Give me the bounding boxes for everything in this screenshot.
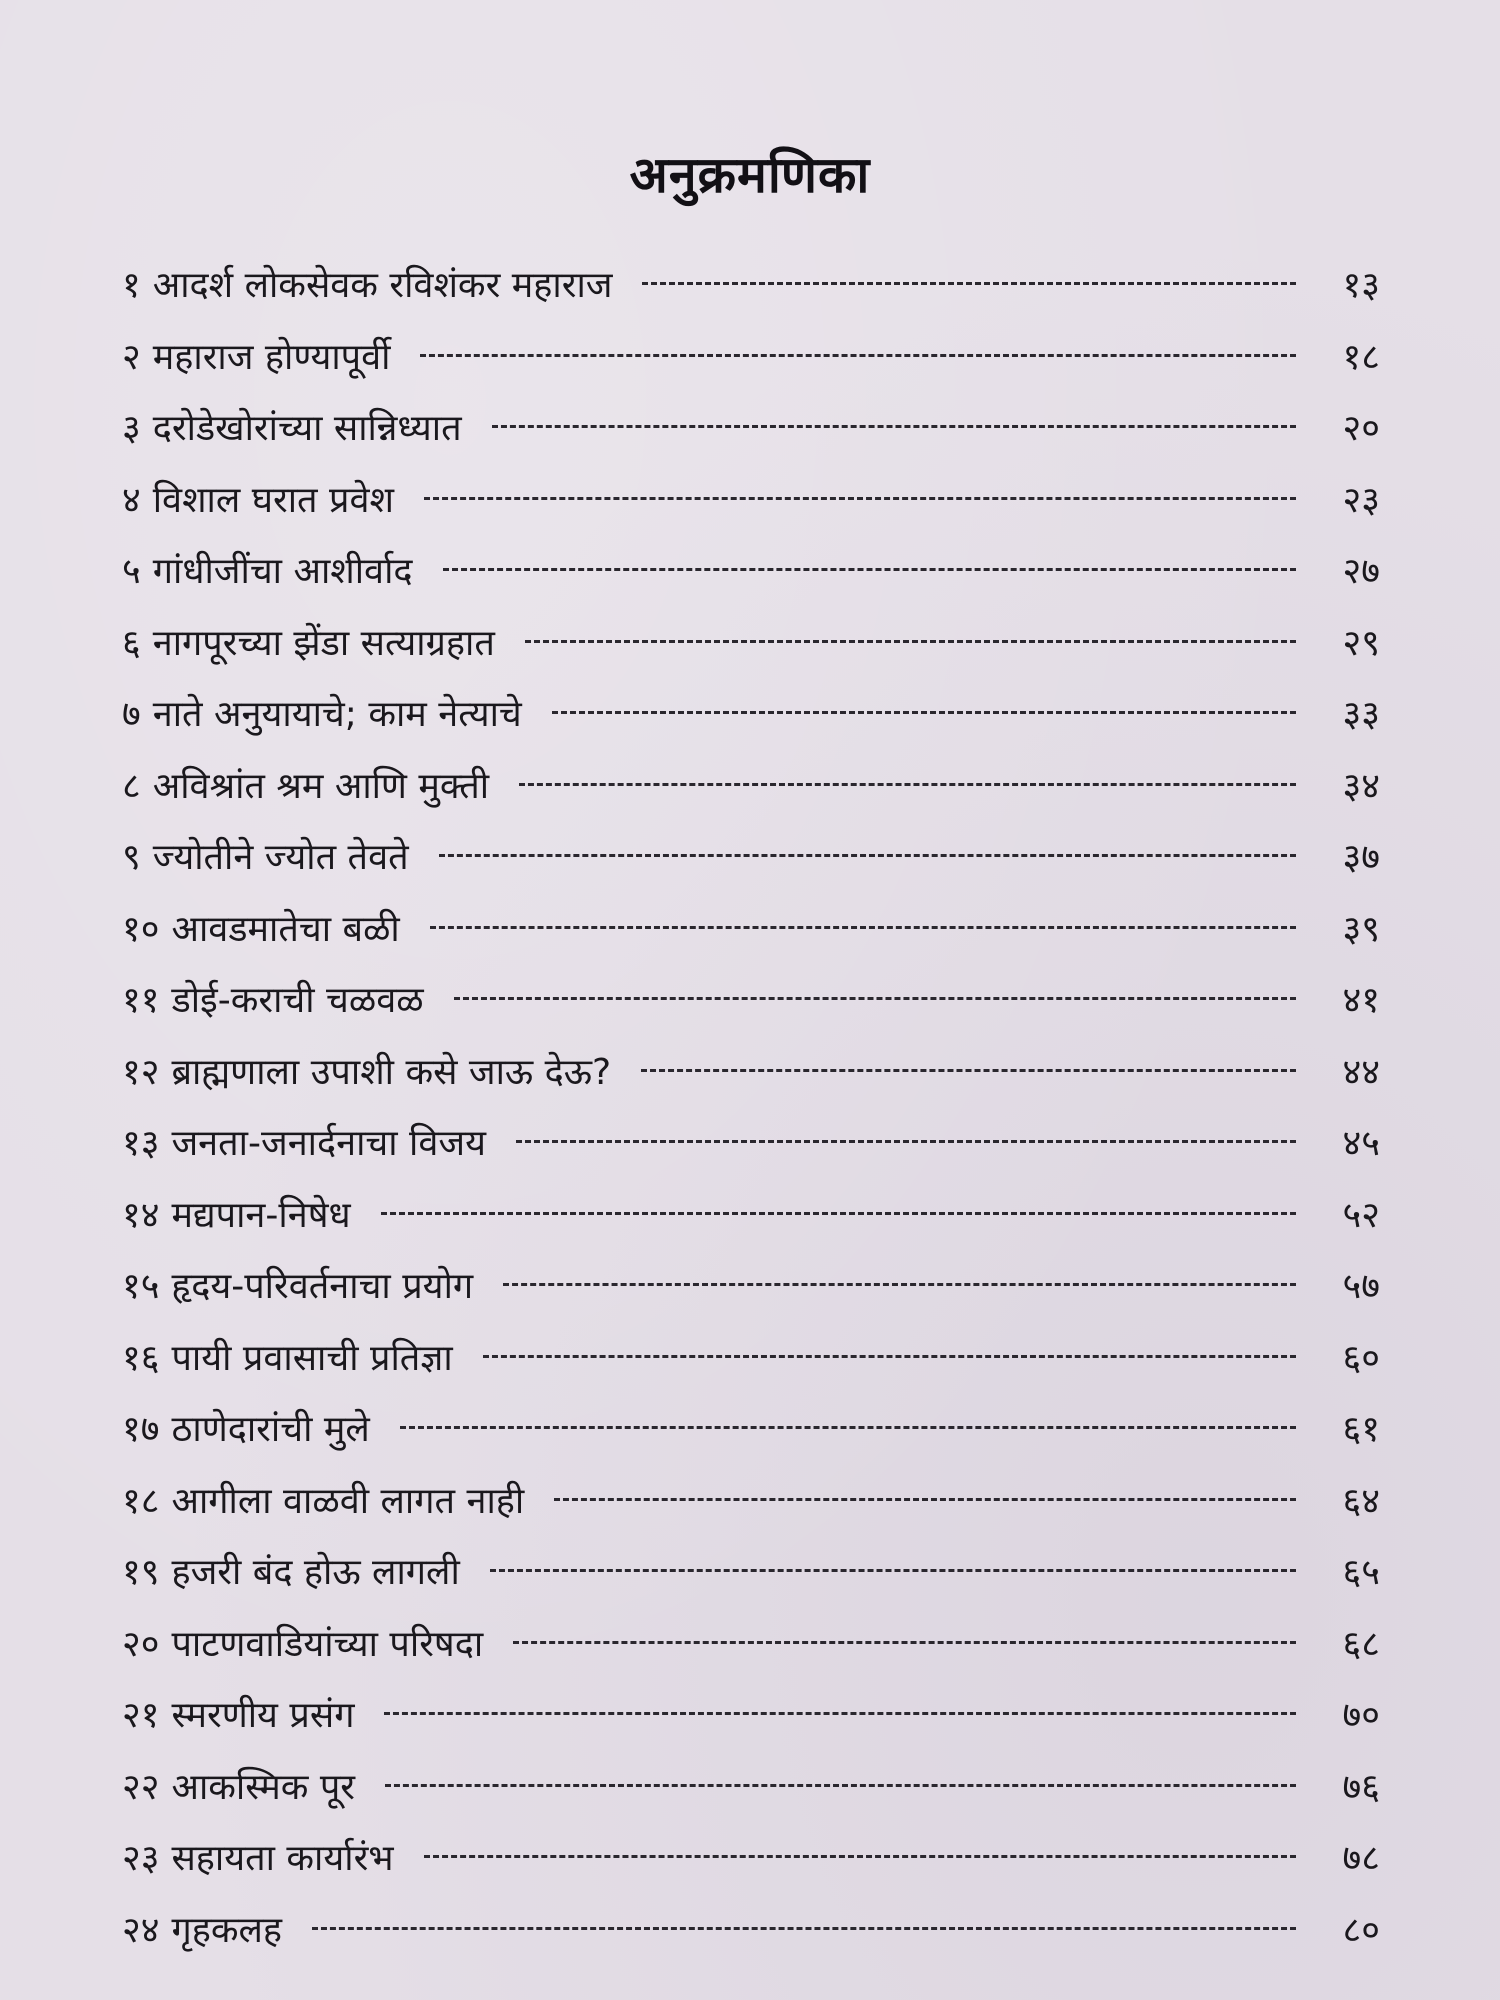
chapter-number: ६ xyxy=(122,622,141,664)
toc-entry xyxy=(122,1108,1380,1180)
page-number: ३७ xyxy=(1342,837,1380,878)
chapter-title: पायी प्रवासाची प्रतिज्ञा xyxy=(171,1337,453,1379)
chapter-number: २१ xyxy=(122,1695,160,1736)
toc-entry xyxy=(122,1609,1380,1681)
chapter-title: ब्राह्मणाला उपाशी कसे जाऊ देऊ? xyxy=(171,1051,612,1093)
chapter-title: नाते अनुयायाचे; काम नेत्याचे xyxy=(152,694,522,735)
chapter-number: १७ xyxy=(122,1409,160,1450)
table-of-contents xyxy=(122,250,1380,1966)
dash-leader xyxy=(490,1569,1296,1572)
dash-leader xyxy=(552,711,1296,714)
dash-leader xyxy=(525,640,1296,643)
page-number: ४४ xyxy=(1342,1051,1380,1093)
toc-entry xyxy=(122,822,1380,894)
chapter-title: पाटणवाडियांच्या परिषदा xyxy=(171,1623,484,1665)
dash-leader xyxy=(503,1283,1296,1286)
chapter-number: १० xyxy=(122,908,160,950)
dash-leader xyxy=(312,1927,1296,1930)
chapter-number: ९ xyxy=(122,837,141,878)
page-number: २३ xyxy=(1342,479,1380,521)
page-number: ३३ xyxy=(1342,694,1380,735)
page-number: २७ xyxy=(1342,551,1380,592)
page-number: ६४ xyxy=(1342,1480,1380,1522)
chapter-number: ११ xyxy=(122,980,160,1021)
chapter-title: हजरी बंद होऊ लागली xyxy=(171,1552,460,1593)
toc-entry xyxy=(122,679,1380,751)
toc-entry xyxy=(122,965,1380,1037)
page-number: ४१ xyxy=(1342,980,1380,1021)
chapter-title: अविश्रांत श्रम आणि मुक्ती xyxy=(152,765,490,807)
chapter-number: १ xyxy=(122,265,141,306)
dash-leader xyxy=(519,783,1296,786)
chapter-title: ठाणेदारांची मुले xyxy=(171,1409,370,1450)
page-number: ६५ xyxy=(1342,1552,1380,1593)
chapter-number: २० xyxy=(122,1623,160,1665)
chapter-number: २२ xyxy=(122,1766,160,1808)
chapter-title: आगीला वाळवी लागत नाही xyxy=(171,1480,525,1522)
page-number: ७८ xyxy=(1342,1838,1380,1879)
page-number: ३९ xyxy=(1342,908,1380,950)
page-number: ८० xyxy=(1342,1909,1380,1951)
chapter-title: स्मरणीय प्रसंग xyxy=(171,1695,355,1736)
chapter-title: विशाल घरात प्रवेश xyxy=(152,479,394,521)
page-number: ६१ xyxy=(1342,1409,1380,1450)
dash-leader xyxy=(400,1426,1296,1429)
chapter-number: २४ xyxy=(122,1909,160,1951)
dash-leader xyxy=(554,1498,1296,1501)
dash-leader xyxy=(424,497,1296,500)
chapter-title: गांधीजींचा आशीर्वाद xyxy=(152,551,413,592)
chapter-title: गृहकलह xyxy=(171,1909,283,1951)
dash-leader xyxy=(385,1784,1296,1787)
toc-entry xyxy=(122,1823,1380,1895)
page-number: १८ xyxy=(1342,336,1380,378)
toc-entry xyxy=(122,1537,1380,1609)
page-number: ७६ xyxy=(1342,1766,1380,1808)
chapter-number: १६ xyxy=(122,1337,160,1379)
chapter-number: २३ xyxy=(122,1838,160,1879)
page-number: २९ xyxy=(1342,622,1380,664)
chapter-number: १३ xyxy=(122,1123,160,1164)
toc-entry xyxy=(122,1180,1380,1252)
page-number: १३ xyxy=(1342,265,1380,306)
dash-leader xyxy=(513,1641,1296,1644)
dash-leader xyxy=(492,425,1296,428)
chapter-title: आकस्मिक पूर xyxy=(171,1766,356,1808)
dash-leader xyxy=(439,854,1296,857)
chapter-title: आदर्श लोकसेवक रविशंकर महाराज xyxy=(152,265,613,306)
dash-leader xyxy=(454,997,1296,1000)
chapter-number: १४ xyxy=(122,1194,160,1236)
chapter-title: डोई-कराची चळवळ xyxy=(171,980,424,1021)
chapter-number: १८ xyxy=(122,1480,160,1522)
page-number: ४५ xyxy=(1342,1123,1380,1164)
toc-entry xyxy=(122,1752,1380,1824)
dash-leader xyxy=(642,282,1296,285)
chapter-number: २ xyxy=(122,336,141,378)
chapter-title: ज्योतीने ज्योत तेवते xyxy=(152,837,409,878)
dash-leader xyxy=(430,926,1296,929)
toc-entry xyxy=(122,1895,1380,1967)
page-number: २० xyxy=(1342,408,1380,449)
chapter-number: १९ xyxy=(122,1552,160,1593)
dash-leader xyxy=(424,1855,1296,1858)
toc-entry xyxy=(122,894,1380,966)
page-number: ७० xyxy=(1342,1695,1380,1736)
chapter-title: नागपूरच्या झेंडा सत्याग्रहात xyxy=(152,622,495,664)
toc-entry xyxy=(122,1251,1380,1323)
dash-leader xyxy=(420,354,1296,357)
chapter-title: सहायता कार्यारंभ xyxy=(171,1838,394,1879)
toc-entry xyxy=(122,751,1380,823)
chapter-title: महाराज होण्यापूर्वी xyxy=(152,336,391,378)
chapter-number: ५ xyxy=(122,551,141,592)
dash-leader xyxy=(443,568,1296,571)
dash-leader xyxy=(381,1212,1296,1215)
toc-entry xyxy=(122,393,1380,465)
toc-entry xyxy=(122,1394,1380,1466)
dash-leader xyxy=(516,1140,1296,1143)
page-number: ५२ xyxy=(1342,1194,1380,1236)
toc-entry xyxy=(122,1037,1380,1109)
dash-leader xyxy=(483,1355,1296,1358)
chapter-number: ७ xyxy=(122,694,141,735)
chapter-number: ३ xyxy=(122,408,141,449)
chapter-title: हृदय-परिवर्तनाचा प्रयोग xyxy=(171,1266,474,1307)
chapter-title: जनता-जनार्दनाचा विजय xyxy=(171,1123,486,1164)
page-number: ६० xyxy=(1342,1337,1380,1379)
toc-entry xyxy=(122,536,1380,608)
toc-entry xyxy=(122,1466,1380,1538)
page-number: ३४ xyxy=(1342,765,1380,807)
toc-entry xyxy=(122,250,1380,322)
page-number: ५७ xyxy=(1342,1266,1380,1307)
chapter-number: ४ xyxy=(122,479,141,521)
page-number: ६८ xyxy=(1342,1623,1380,1665)
page-title: अनुक्रमणिका xyxy=(629,145,871,204)
chapter-title: आवडमातेचा बळी xyxy=(171,908,400,950)
chapter-title: मद्यपान-निषेध xyxy=(171,1194,351,1236)
dash-leader xyxy=(641,1069,1296,1072)
toc-entry xyxy=(122,1680,1380,1752)
dash-leader xyxy=(384,1712,1296,1715)
chapter-number: १५ xyxy=(122,1266,160,1307)
chapter-title: दरोडेखोरांच्या सान्निध्यात xyxy=(152,408,462,449)
chapter-number: ८ xyxy=(122,765,141,807)
toc-entry xyxy=(122,1323,1380,1395)
chapter-number: १२ xyxy=(122,1051,160,1093)
toc-entry xyxy=(122,322,1380,394)
toc-entry xyxy=(122,465,1380,537)
toc-entry xyxy=(122,608,1380,680)
